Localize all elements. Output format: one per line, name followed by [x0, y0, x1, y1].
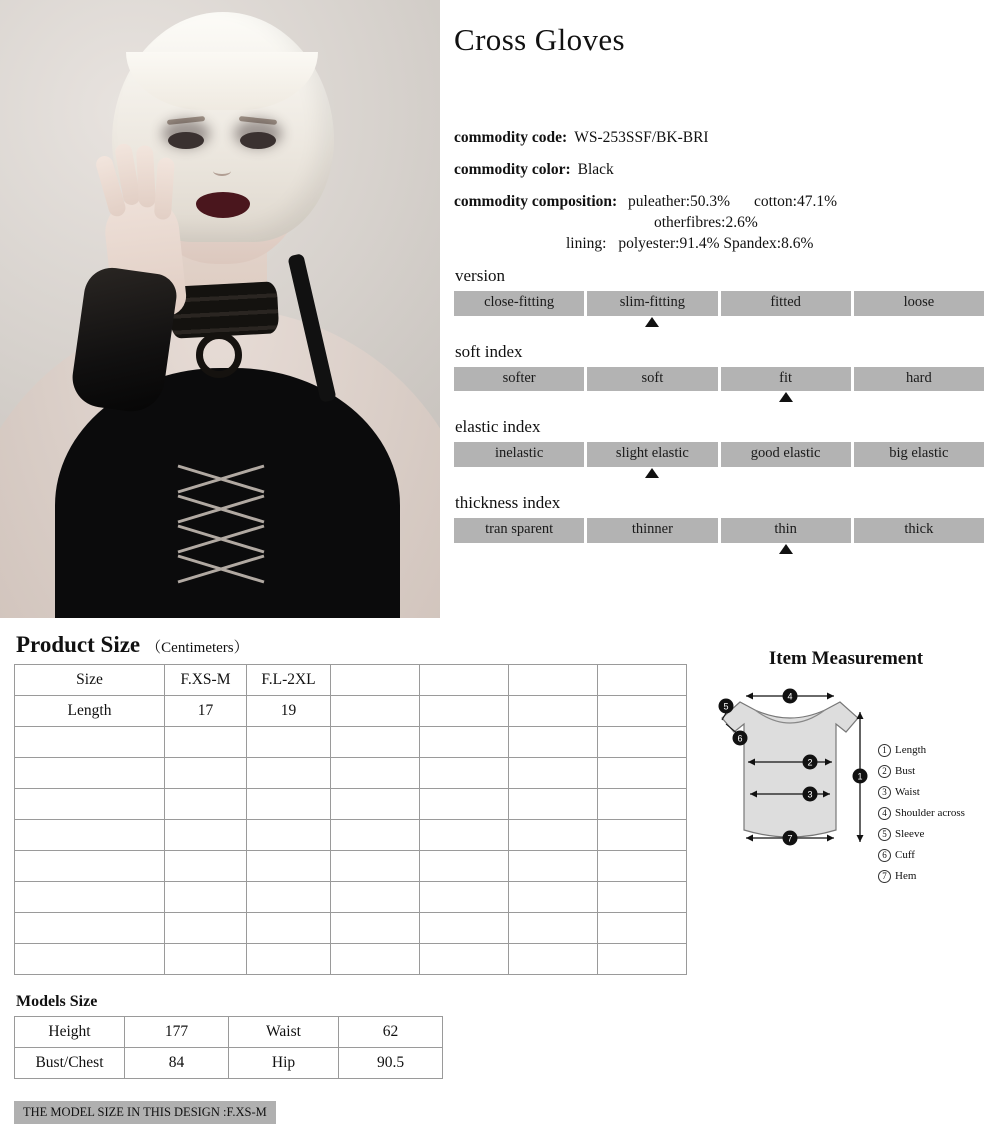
- lining-label: lining:: [566, 234, 607, 252]
- product-size-title: Product Size: [16, 632, 141, 657]
- legend-item: [878, 803, 965, 824]
- scale-thickness-index: [454, 493, 984, 559]
- cell: 19: [247, 696, 331, 727]
- finger-3: [136, 145, 156, 208]
- cell: [331, 665, 420, 696]
- cell: Bust/Chest: [15, 1048, 125, 1079]
- cell: [247, 789, 331, 820]
- legend-number: 1: [878, 744, 891, 757]
- legend-item: [878, 782, 965, 803]
- product-info: [440, 0, 1000, 559]
- cell: [420, 665, 509, 696]
- model-eye-right: [240, 132, 276, 149]
- scale-option[interactable]: slim-fitting: [587, 291, 717, 316]
- cell: [598, 758, 687, 789]
- lining-material-2: Spandex:8.6%: [723, 234, 814, 252]
- scale-option[interactable]: fit: [721, 367, 851, 392]
- cell: [165, 913, 247, 944]
- garment-diagram: [700, 680, 880, 880]
- cell: [331, 882, 420, 913]
- cell: [420, 820, 509, 851]
- table-row: [15, 1048, 443, 1079]
- cell: [165, 882, 247, 913]
- composition-material-2: cotton:47.1%: [753, 192, 838, 210]
- scale-marker-soft-index: [454, 391, 984, 407]
- legend-label: Hem: [895, 870, 917, 882]
- cell: F.L-2XL: [247, 665, 331, 696]
- cell: [420, 944, 509, 975]
- cell: [247, 727, 331, 758]
- svg-text:1: 1: [857, 771, 863, 782]
- cell: [247, 851, 331, 882]
- spec-value-code: WS-253SSF/BK-BRI: [574, 129, 709, 146]
- item-measurement-section: [700, 648, 992, 900]
- scale-version: [454, 266, 984, 332]
- scale-option[interactable]: close-fitting: [454, 291, 584, 316]
- table-row: [15, 665, 687, 696]
- choker-o-ring: [196, 332, 242, 378]
- spec-value-color: Black: [577, 160, 614, 178]
- scale-option[interactable]: hard: [854, 367, 984, 392]
- marker-slot-selected: [721, 543, 851, 559]
- scale-title-version: version: [455, 265, 506, 285]
- cell: [247, 913, 331, 944]
- cell: [165, 851, 247, 882]
- svg-text:3: 3: [807, 789, 813, 800]
- cell: [15, 820, 165, 851]
- cell: [509, 789, 598, 820]
- cell: [420, 696, 509, 727]
- scale-option[interactable]: softer: [454, 367, 584, 392]
- cell: [331, 820, 420, 851]
- model-nose: [213, 166, 231, 176]
- cell: [598, 944, 687, 975]
- cell: [420, 851, 509, 882]
- marker-slot: [854, 543, 984, 559]
- cell: [15, 758, 165, 789]
- cell: [420, 758, 509, 789]
- scale-options-thickness-index: [454, 518, 984, 543]
- spec-label-code: commodity code:: [454, 129, 568, 146]
- specs-list: [454, 128, 984, 255]
- scale-marker-version: [454, 316, 984, 332]
- measurement-legend: [878, 740, 965, 887]
- cell: Waist: [229, 1017, 339, 1048]
- cell: [509, 851, 598, 882]
- page-title: Cross Gloves: [454, 22, 626, 57]
- table-row: [15, 851, 687, 882]
- scale-title-soft-index: soft index: [455, 341, 523, 361]
- cell: 17: [165, 696, 247, 727]
- marker-slot: [454, 391, 584, 407]
- svg-text:7: 7: [787, 833, 793, 844]
- scale-option[interactable]: thinner: [587, 518, 717, 543]
- table-row: [15, 696, 687, 727]
- cell: [15, 727, 165, 758]
- cell: [598, 851, 687, 882]
- table-row: [15, 789, 687, 820]
- spec-label-composition: commodity composition:: [454, 192, 618, 210]
- lining-material-1: polyester:91.4%: [618, 234, 720, 252]
- scale-option[interactable]: soft: [587, 367, 717, 392]
- cell: [598, 727, 687, 758]
- scale-elastic-index: [454, 417, 984, 483]
- marker-slot: [721, 316, 851, 332]
- cell: [598, 789, 687, 820]
- marker-slot: [721, 467, 851, 483]
- product-photo: [0, 0, 440, 618]
- legend-number: 6: [878, 849, 891, 862]
- legend-label: Cuff: [895, 849, 915, 861]
- cell: [165, 758, 247, 789]
- cell: Size: [15, 665, 165, 696]
- cell: [247, 758, 331, 789]
- scale-marker-thickness-index: [454, 543, 984, 559]
- marker-slot-selected: [721, 391, 851, 407]
- scale-option[interactable]: tran sparent: [454, 518, 584, 543]
- cell: 84: [125, 1048, 229, 1079]
- scale-soft-index: [454, 342, 984, 408]
- cell: [165, 820, 247, 851]
- model-size-note: THE MODEL SIZE IN THIS DESIGN :F.XS-M: [14, 1101, 276, 1124]
- composition-material-3: otherfibres:2.6%: [654, 213, 758, 231]
- cell: [509, 882, 598, 913]
- scale-option[interactable]: slight elastic: [587, 442, 717, 467]
- legend-number: 2: [878, 765, 891, 778]
- scale-options-version: [454, 291, 984, 316]
- table-row: [15, 882, 687, 913]
- cell: [165, 789, 247, 820]
- cell: Length: [15, 696, 165, 727]
- cell: [509, 820, 598, 851]
- table-row: [15, 944, 687, 975]
- scale-option[interactable]: good elastic: [721, 442, 851, 467]
- cell: 177: [125, 1017, 229, 1048]
- cell: [331, 727, 420, 758]
- cell: [509, 913, 598, 944]
- product-size-unit: （Centimeters）: [146, 640, 249, 656]
- table-row: [15, 820, 687, 851]
- legend-item: [878, 761, 965, 782]
- spec-label-color: commodity color:: [454, 160, 571, 178]
- marker-slot-selected: [587, 467, 717, 483]
- legend-label: Waist: [895, 786, 920, 798]
- spec-row-color: [454, 160, 984, 181]
- marker-slot: [854, 391, 984, 407]
- scale-option[interactable]: big elastic: [854, 442, 984, 467]
- marker-slot: [454, 316, 584, 332]
- svg-text:2: 2: [807, 757, 813, 768]
- cell: [15, 882, 165, 913]
- model-eye-left: [168, 132, 204, 149]
- cell: [420, 789, 509, 820]
- legend-label: Shoulder across: [895, 807, 965, 819]
- cell: [509, 665, 598, 696]
- legend-item: [878, 740, 965, 761]
- cell: [165, 727, 247, 758]
- cell: [598, 913, 687, 944]
- cell: [15, 789, 165, 820]
- scale-option[interactable]: loose: [854, 291, 984, 316]
- cell: [598, 882, 687, 913]
- scale-title-elastic-index: elastic index: [455, 417, 541, 437]
- table-row: [15, 913, 687, 944]
- finger-4: [154, 157, 175, 220]
- legend-number: 4: [878, 807, 891, 820]
- marker-slot: [854, 316, 984, 332]
- legend-number: 3: [878, 786, 891, 799]
- legend-number: 5: [878, 828, 891, 841]
- cell: F.XS-M: [165, 665, 247, 696]
- cell: [509, 696, 598, 727]
- cell: [420, 727, 509, 758]
- spec-row-code: [454, 128, 984, 149]
- cell: [509, 944, 598, 975]
- cell: [15, 944, 165, 975]
- cell: [331, 913, 420, 944]
- legend-label: Length: [895, 744, 927, 756]
- table-row: [15, 1017, 443, 1048]
- marker-slot: [454, 467, 584, 483]
- composition-material-1: puleather:50.3%: [628, 192, 731, 210]
- cell: [420, 882, 509, 913]
- svg-text:4: 4: [787, 691, 793, 702]
- scale-option[interactable]: thick: [854, 518, 984, 543]
- cell: [247, 882, 331, 913]
- models-size-table: [14, 1016, 443, 1079]
- scale-title-thickness-index: thickness index: [455, 493, 561, 513]
- cell: [331, 944, 420, 975]
- svg-text:6: 6: [737, 733, 743, 744]
- cell: [598, 665, 687, 696]
- product-size-table: [14, 664, 687, 975]
- cell: [15, 851, 165, 882]
- cell: [247, 820, 331, 851]
- legend-label: Sleeve: [895, 828, 925, 840]
- models-size-title: Models Size: [16, 993, 98, 1010]
- marker-slot-selected: [587, 316, 717, 332]
- legend-label: Bust: [895, 765, 916, 777]
- scale-option[interactable]: thin: [721, 518, 851, 543]
- cell: [598, 696, 687, 727]
- cell: [331, 758, 420, 789]
- scale-option[interactable]: inelastic: [454, 442, 584, 467]
- legend-item: [878, 824, 965, 845]
- cell: [509, 758, 598, 789]
- cell: [331, 696, 420, 727]
- cell: [165, 944, 247, 975]
- scale-marker-elastic-index: [454, 467, 984, 483]
- cell: [331, 789, 420, 820]
- cell: Height: [15, 1017, 125, 1048]
- svg-text:5: 5: [723, 701, 729, 712]
- cell: [420, 913, 509, 944]
- legend-item: [878, 866, 965, 887]
- scale-options-elastic-index: [454, 442, 984, 467]
- item-measurement-title: Item Measurement: [768, 648, 924, 669]
- table-row: [15, 727, 687, 758]
- cell: [509, 727, 598, 758]
- cell: Hip: [229, 1048, 339, 1079]
- cell: [598, 820, 687, 851]
- legend-item: [878, 845, 965, 866]
- spec-row-composition: [454, 192, 984, 255]
- marker-slot: [587, 543, 717, 559]
- cell: [331, 851, 420, 882]
- scale-option[interactable]: fitted: [721, 291, 851, 316]
- table-row: [15, 758, 687, 789]
- cell: [247, 944, 331, 975]
- marker-slot: [587, 391, 717, 407]
- marker-slot: [854, 467, 984, 483]
- dress-lacing: [168, 458, 274, 608]
- cell: 62: [339, 1017, 443, 1048]
- marker-slot: [454, 543, 584, 559]
- legend-number: 7: [878, 870, 891, 883]
- scale-options-soft-index: [454, 367, 984, 392]
- cell: [15, 913, 165, 944]
- cell: 90.5: [339, 1048, 443, 1079]
